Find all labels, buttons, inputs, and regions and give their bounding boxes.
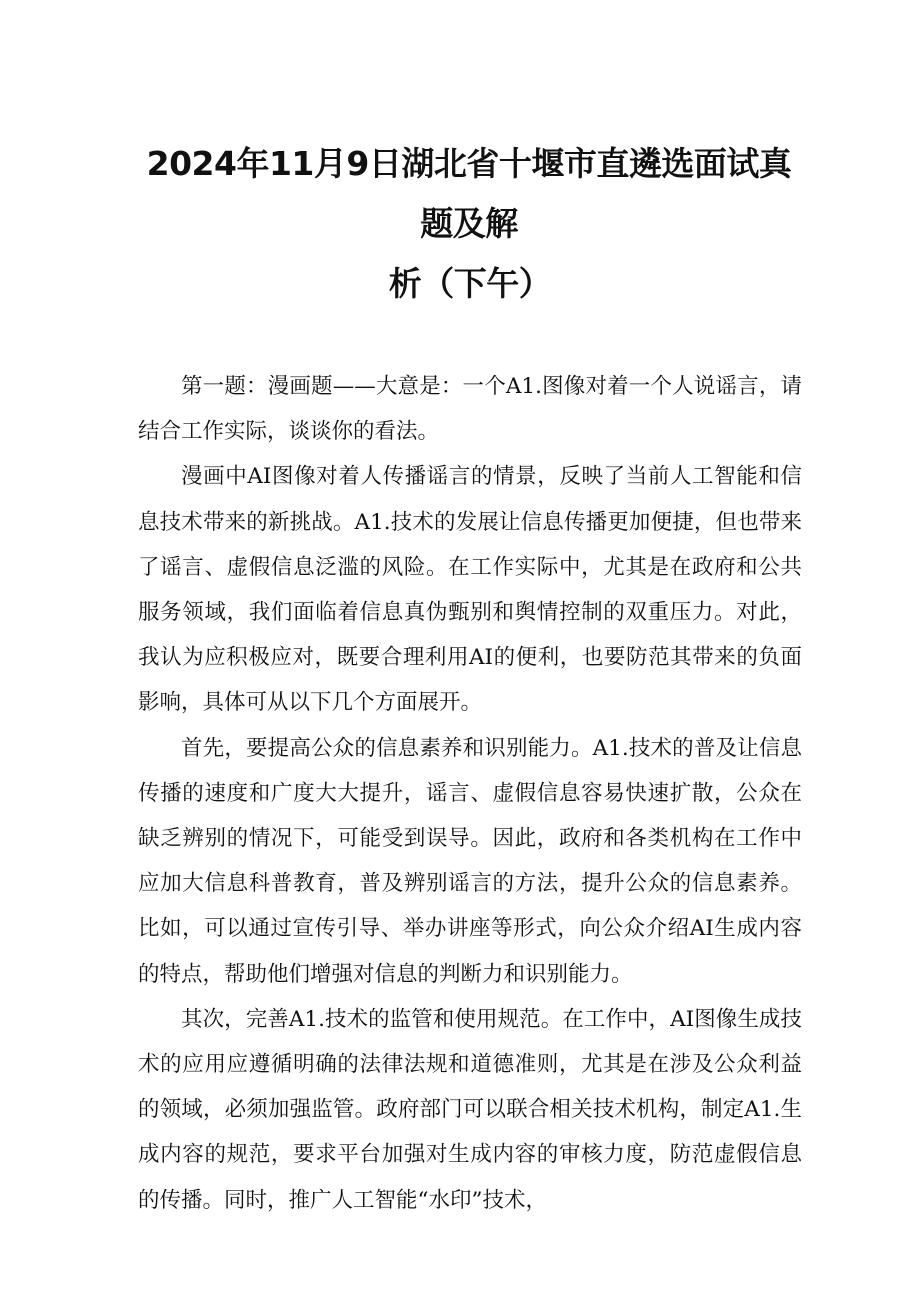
title-line-1: 2024年11月9日湖北省十堰市直遴选面试真题及解 xyxy=(146,144,792,243)
title-line-2: 析（下午） xyxy=(388,264,552,303)
paragraph-second-point: 其次，完善A1.技术的监管和使用规范。在工作中，AI图像生成技术的应用应遵循明确的法律法规和道德准则，尤其是在涉及公众利益的领域，必须加强监管。政府部门可以联合相关技术机构，制定A1.生成内容的规范，要求平台加强对生成内容的审核力度，防范虚假信息的传播。同时，推广人工智能“水印”技术， xyxy=(138,1006,802,1213)
document-body xyxy=(138,364,802,1223)
paragraph-question: 第一题：漫画题——大意是：一个A1.图像对着一个人说谣言，请结合工作实际，谈谈你的看法。 xyxy=(138,374,802,445)
paragraph-intro: 漫画中AI图像对着人传播谣言的情景，反映了当前人工智能和信息技术带来的新挑战。A1.技术的发展让信息传播更加便捷，但也带来了谣言、虚假信息泛滥的风险。在工作实际中，尤其是在政府和公共服务领域，我们面临着信息真伪甄别和舆情控制的双重压力。对此，我认为应积极应对，既要合理利用AI的便利，也要防范其带来的负面影响，具体可从以下几个方面展开。 xyxy=(138,464,802,716)
paragraph-first-point: 首先，要提高公众的信息素养和识别能力。A1.技术的普及让信息传播的速度和广度大大提升，谣言、虚假信息容易快速扩散，公众在缺乏辨别的情况下，可能受到误导。因此，政府和各类机构在工作中应加大信息科普教育，普及辨别谣言的方法，提升公众的信息素养。比如，可以通过宣传引导、举办讲座等形式，向公众介绍AI生成内容的特点，帮助他们增强对信息的判断力和识别能力。 xyxy=(138,735,802,987)
document-title xyxy=(138,134,802,314)
